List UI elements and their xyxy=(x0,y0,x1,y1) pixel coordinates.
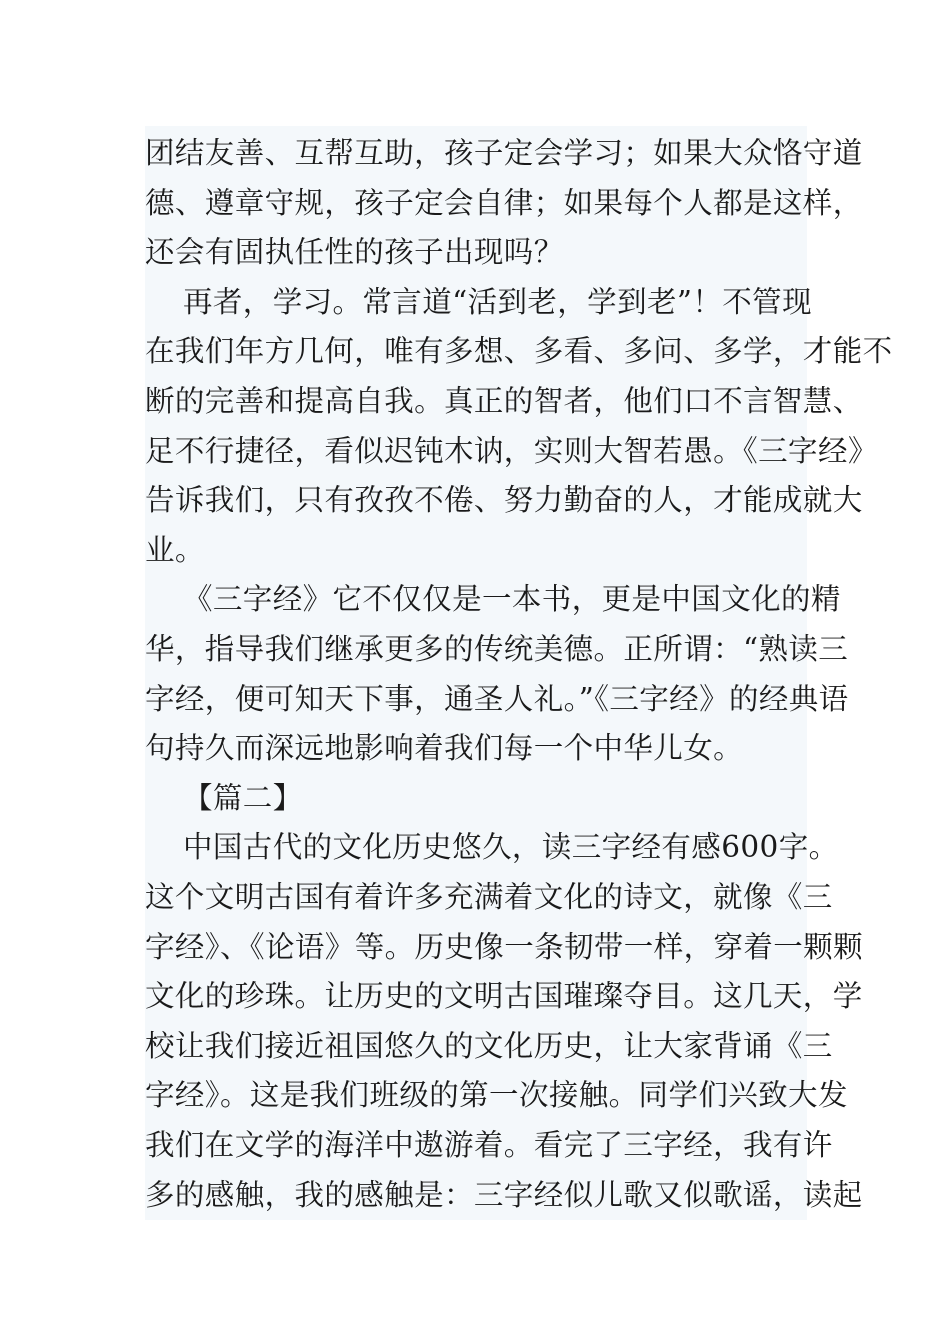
text-line: 校让我们接近祖国悠久的文化历史，让大家背诵《三 xyxy=(145,1028,833,1063)
text-line: 断的完善和提高自我。真正的智者，他们口不言智慧、 xyxy=(145,384,863,418)
text-line: 团结友善、互帮互助，孩子定会学习；如果大众恪守道 xyxy=(145,136,863,170)
text-line: 业。 xyxy=(145,532,205,567)
text-line: 字经，便可知天下事，通圣人礼。”《三字经》的经典语 xyxy=(145,681,849,716)
text-line: 句持久而深远地影响着我们每一个中华儿女。 xyxy=(145,731,744,766)
text-line: 字经》、《论语》等。历史像一条韧带一样，穿着一颗颗 xyxy=(145,929,864,964)
text-line: 还会有固执任性的孩子出现吗？ xyxy=(145,235,564,270)
text-line: 德、遵章守规，孩子定会自律；如果每个人都是这样， xyxy=(145,185,863,220)
text-line: 足不行捷径，看似迟钝木讷，实则大智若愚。《三字经》 xyxy=(145,433,878,468)
text-line: 文化的珍珠。让历史的文明古国璀璨夺目。这几天，学 xyxy=(145,979,863,1014)
text-line: 多的感触，我的感触是：三字经似儿歌又似歌谣，读起 xyxy=(145,1177,863,1212)
text-line: 在我们年方几何，唯有多想、多看、多问、多学，才能不 xyxy=(145,334,893,369)
text-block xyxy=(145,126,893,1220)
text-line: 字经》。这是我们班级的第一次接触。同学们兴致大发 xyxy=(145,1078,848,1113)
text-line: 我们在文学的海洋中遨游着。看完了三字经，我有许 xyxy=(145,1128,833,1162)
text-line: 《三字经》它不仅仅是一本书，更是中国文化的精 xyxy=(183,582,841,617)
text-line: 再者，学习。常言道“活到老，学到老”！不管现 xyxy=(183,284,812,319)
text-line: 中国古代的文化历史悠久，读三字经有感600字。 xyxy=(183,830,839,865)
text-line: 【篇二】 xyxy=(183,780,303,815)
text-line: 华，指导我们继承更多的传统美德。正所谓：“熟读三 xyxy=(145,632,849,666)
text-line: 告诉我们，只有孜孜不倦、努力勤奋的人，才能成就大 xyxy=(145,483,863,518)
text-line: 这个文明古国有着许多充满着文化的诗文，就像《三 xyxy=(145,880,833,914)
